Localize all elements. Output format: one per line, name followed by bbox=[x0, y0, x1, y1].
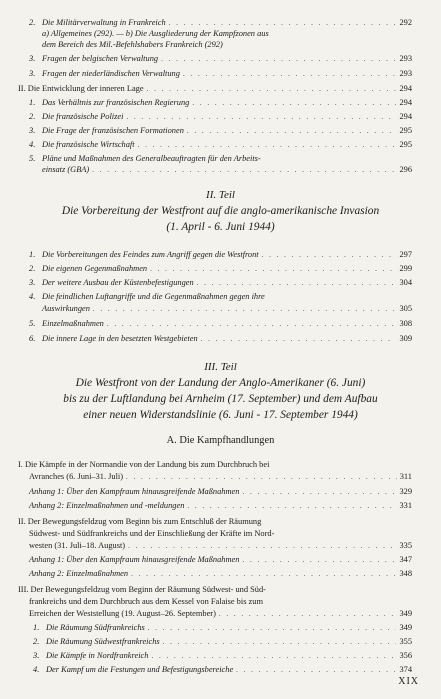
leader-dots bbox=[242, 556, 396, 564]
toc-entry bbox=[18, 585, 266, 595]
entry-number: 1. bbox=[33, 623, 40, 632]
part-label: II. Teil bbox=[206, 189, 235, 201]
leader-dots bbox=[128, 542, 396, 550]
entry-title: Die Kämpfe in Nordfrankreich bbox=[46, 651, 149, 660]
toc-entry-continuation bbox=[42, 29, 269, 39]
entry-number: 3. bbox=[29, 54, 36, 63]
entry-title: Avranches (6. Juni–31. Juli) bbox=[29, 472, 124, 481]
toc-entry bbox=[29, 319, 412, 329]
entry-page: 311 bbox=[399, 472, 412, 481]
entry-page: 294 bbox=[399, 112, 412, 121]
leader-dots bbox=[197, 279, 397, 287]
entry-number: 5. bbox=[29, 319, 36, 328]
entry-number: 6. bbox=[29, 334, 36, 343]
toc-entry-continuation bbox=[42, 40, 223, 50]
entry-number: 4. bbox=[29, 292, 36, 301]
leader-dots bbox=[93, 305, 397, 313]
entry-page: 305 bbox=[399, 304, 412, 313]
toc-appendix bbox=[29, 569, 412, 579]
entry-page: 295 bbox=[399, 126, 412, 135]
entry-number: 2. bbox=[29, 112, 36, 121]
leader-dots bbox=[192, 99, 396, 107]
toc-entry bbox=[29, 292, 265, 302]
toc-entry bbox=[33, 651, 412, 661]
toc-entry bbox=[33, 637, 412, 647]
toc-entry bbox=[29, 69, 412, 79]
entry-title: Die französische Polizei bbox=[42, 112, 124, 121]
entry-page: 349 bbox=[399, 609, 412, 618]
entry-page: 349 bbox=[399, 623, 412, 632]
part-title: Die Vorbereitung der Westfront auf die anglo-amerikanische Invasion bbox=[61, 205, 380, 217]
leader-dots bbox=[148, 624, 397, 632]
toc-entry-continuation bbox=[29, 472, 412, 482]
entry-number: 4. bbox=[29, 140, 36, 149]
leader-dots bbox=[219, 610, 397, 618]
entry-page: 297 bbox=[399, 250, 412, 259]
entry-title: III. Der Bewegungsfeldzug vom Beginn der Räumung Südwest- und Süd- bbox=[18, 585, 266, 594]
entry-page: 294 bbox=[399, 84, 412, 93]
entry-number: 2. bbox=[29, 18, 36, 27]
entry-number: 2. bbox=[33, 637, 40, 646]
toc-entry bbox=[33, 665, 412, 675]
page-number: XIX bbox=[398, 676, 419, 687]
entry-page: 295 bbox=[399, 140, 412, 149]
entry-title: Die Frage der französischen Formationen bbox=[42, 126, 184, 135]
entry-title: Die eigenen Gegenmaßnahmen bbox=[42, 264, 148, 273]
entry-title: Anhang 1: Über den Kampfraum hinausgreifende Maßnahmen bbox=[29, 487, 240, 496]
entry-number: 4. bbox=[33, 665, 40, 674]
section-heading: II. Die Entwicklung der inneren Lage bbox=[18, 84, 144, 93]
entry-page: 293 bbox=[399, 54, 412, 63]
part-title: einer neuen Widerstandslinie (6. Juni - 17. September 1944) bbox=[83, 409, 358, 421]
entry-title: Auswirkungen bbox=[42, 304, 90, 313]
leader-dots bbox=[151, 652, 396, 660]
toc-entry bbox=[29, 250, 412, 260]
toc-appendix bbox=[29, 501, 412, 511]
toc-entry-continuation bbox=[29, 597, 263, 607]
entry-title: Fragen der niederländischen Verwaltung bbox=[42, 69, 180, 78]
entry-title: frankreichs und dem Durchbruch aus dem Kessel von Falaise bis zum bbox=[29, 597, 263, 606]
leader-dots bbox=[161, 55, 396, 63]
entry-title: a) Allgemeines (292). — b) Die Ausgliederung der Kampfzonen aus bbox=[42, 29, 269, 38]
leader-dots bbox=[183, 70, 397, 78]
toc-entry bbox=[29, 278, 412, 288]
leader-dots bbox=[163, 638, 397, 646]
entry-title: Der Kampf um die Festungen und Befestigungsbereiche bbox=[46, 665, 234, 674]
leader-dots bbox=[242, 488, 396, 496]
leader-dots bbox=[131, 570, 396, 578]
toc-entry bbox=[18, 517, 261, 527]
entry-number: 3. bbox=[33, 651, 40, 660]
toc-appendix bbox=[29, 487, 412, 497]
toc-entry bbox=[29, 18, 412, 28]
toc-entry-continuation bbox=[29, 541, 412, 551]
entry-number: 1. bbox=[29, 250, 36, 259]
toc-section-heading bbox=[18, 84, 412, 94]
entry-number: 3. bbox=[29, 278, 36, 287]
part-title: Die Westfront von der Landung der Anglo-Amerikaner (6. Juni) bbox=[75, 377, 366, 389]
entry-title: Die französische Wirtschaft bbox=[42, 140, 135, 149]
leader-dots bbox=[236, 666, 396, 674]
part-title-dates: (1. April - 6. Juni 1944) bbox=[166, 221, 275, 233]
entry-page: 309 bbox=[399, 334, 412, 343]
entry-number: 5. bbox=[29, 154, 36, 163]
leader-dots bbox=[92, 166, 396, 174]
entry-page: 299 bbox=[399, 264, 412, 273]
entry-title: Der weitere Ausbau der Küstenbefestigungen bbox=[42, 278, 194, 287]
toc-entry bbox=[29, 264, 412, 274]
entry-page: 347 bbox=[399, 555, 412, 564]
leader-dots bbox=[187, 127, 397, 135]
entry-title: Die Räumung Südwestfrankreichs bbox=[46, 637, 160, 646]
toc-entry bbox=[29, 334, 412, 344]
entry-title: II. Der Bewegungsfeldzug vom Beginn bis zum Entschluß der Räumung bbox=[18, 517, 262, 526]
entry-page: 331 bbox=[399, 501, 412, 510]
entry-title: Die Räumung Südfrankreichs bbox=[46, 623, 145, 632]
entry-title: dem Bereich des Mil.-Befehlshabers Frankreich (292) bbox=[42, 40, 223, 49]
leader-dots bbox=[147, 85, 397, 93]
entry-page: 355 bbox=[399, 637, 412, 646]
leader-dots bbox=[107, 320, 397, 328]
leader-dots bbox=[138, 141, 397, 149]
toc-entry-continuation bbox=[42, 304, 412, 314]
toc-entry bbox=[29, 126, 412, 136]
toc-entry-continuation bbox=[29, 609, 412, 619]
section-subheading: A. Die Kampfhandlungen bbox=[166, 435, 275, 446]
toc-appendix bbox=[29, 555, 412, 565]
entry-number: 3. bbox=[29, 69, 36, 78]
toc-entry-continuation bbox=[29, 529, 274, 539]
entry-page: 335 bbox=[399, 541, 412, 550]
leader-dots bbox=[126, 113, 396, 121]
entry-title: Südwest- und Südfrankreichs und der Einschließung der Kräfte im Nord- bbox=[29, 529, 275, 538]
toc-entry bbox=[29, 140, 412, 150]
leader-dots bbox=[169, 19, 397, 27]
toc-entry bbox=[18, 460, 269, 470]
toc-entry-continuation bbox=[42, 165, 412, 175]
entry-number: 2. bbox=[29, 264, 36, 273]
entry-page: 348 bbox=[399, 569, 412, 578]
entry-number: 3. bbox=[29, 126, 36, 135]
entry-title: Anhang 2: Einzelmaßnahmen und -meldungen bbox=[29, 501, 185, 510]
entry-title: Erreichen der Weststellung (19. August–26. September) bbox=[29, 609, 216, 618]
leader-dots bbox=[187, 502, 396, 510]
entry-page: 374 bbox=[399, 665, 412, 674]
leader-dots bbox=[262, 251, 397, 259]
entry-page: 296 bbox=[399, 165, 412, 174]
toc-entry bbox=[29, 112, 412, 122]
toc-entry bbox=[33, 623, 412, 633]
entry-title: einsatz (GBA) bbox=[42, 165, 90, 174]
toc-entry bbox=[29, 154, 261, 164]
entry-title: Die innere Lage in den besetzten Westgebieten bbox=[42, 334, 198, 343]
leader-dots bbox=[150, 265, 396, 273]
entry-title: Pläne und Maßnahmen des Generalbeauftragten für den Arbeits- bbox=[42, 154, 261, 163]
entry-title: Die Vorbereitungen des Feindes zum Angriff gegen die Westfront bbox=[42, 250, 259, 259]
leader-dots bbox=[201, 335, 397, 343]
part-title: bis zu der Luftlandung bei Arnheim (17. September) und dem Aufbau bbox=[63, 393, 378, 405]
entry-page: 356 bbox=[399, 651, 412, 660]
toc-entry bbox=[29, 98, 412, 108]
entry-title: Einzelmaßnahmen bbox=[42, 319, 104, 328]
entry-title: westen (31. Juli–18. August) bbox=[29, 541, 126, 550]
entry-title: Anhang 1: Über den Kampfraum hinausgreifende Maßnahmen bbox=[29, 555, 240, 564]
entry-title: Anhang 2: Einzelmaßnahmen bbox=[29, 569, 129, 578]
entry-page: 292 bbox=[399, 18, 412, 27]
entry-title: Die feindlichen Luftangriffe und die Gegenmaßnahmen gegen ihre bbox=[42, 292, 265, 301]
entry-page: 304 bbox=[399, 278, 412, 287]
toc-entry bbox=[29, 54, 412, 64]
part-label: III. Teil bbox=[204, 361, 237, 373]
entry-page: 308 bbox=[399, 319, 412, 328]
entry-page: 293 bbox=[399, 69, 412, 78]
entry-page: 294 bbox=[399, 98, 412, 107]
entry-title: I. Die Kämpfe in der Normandie von der Landung bis zum Durchbruch bei bbox=[18, 460, 270, 469]
entry-number: 1. bbox=[29, 98, 36, 107]
entry-title: Fragen der belgischen Verwaltung bbox=[42, 54, 159, 63]
entry-page: 329 bbox=[399, 487, 412, 496]
entry-title: Das Verhältnis zur französischen Regierung bbox=[42, 98, 190, 107]
entry-title: Die Militärverwaltung in Frankreich bbox=[42, 18, 166, 27]
leader-dots bbox=[126, 473, 397, 481]
